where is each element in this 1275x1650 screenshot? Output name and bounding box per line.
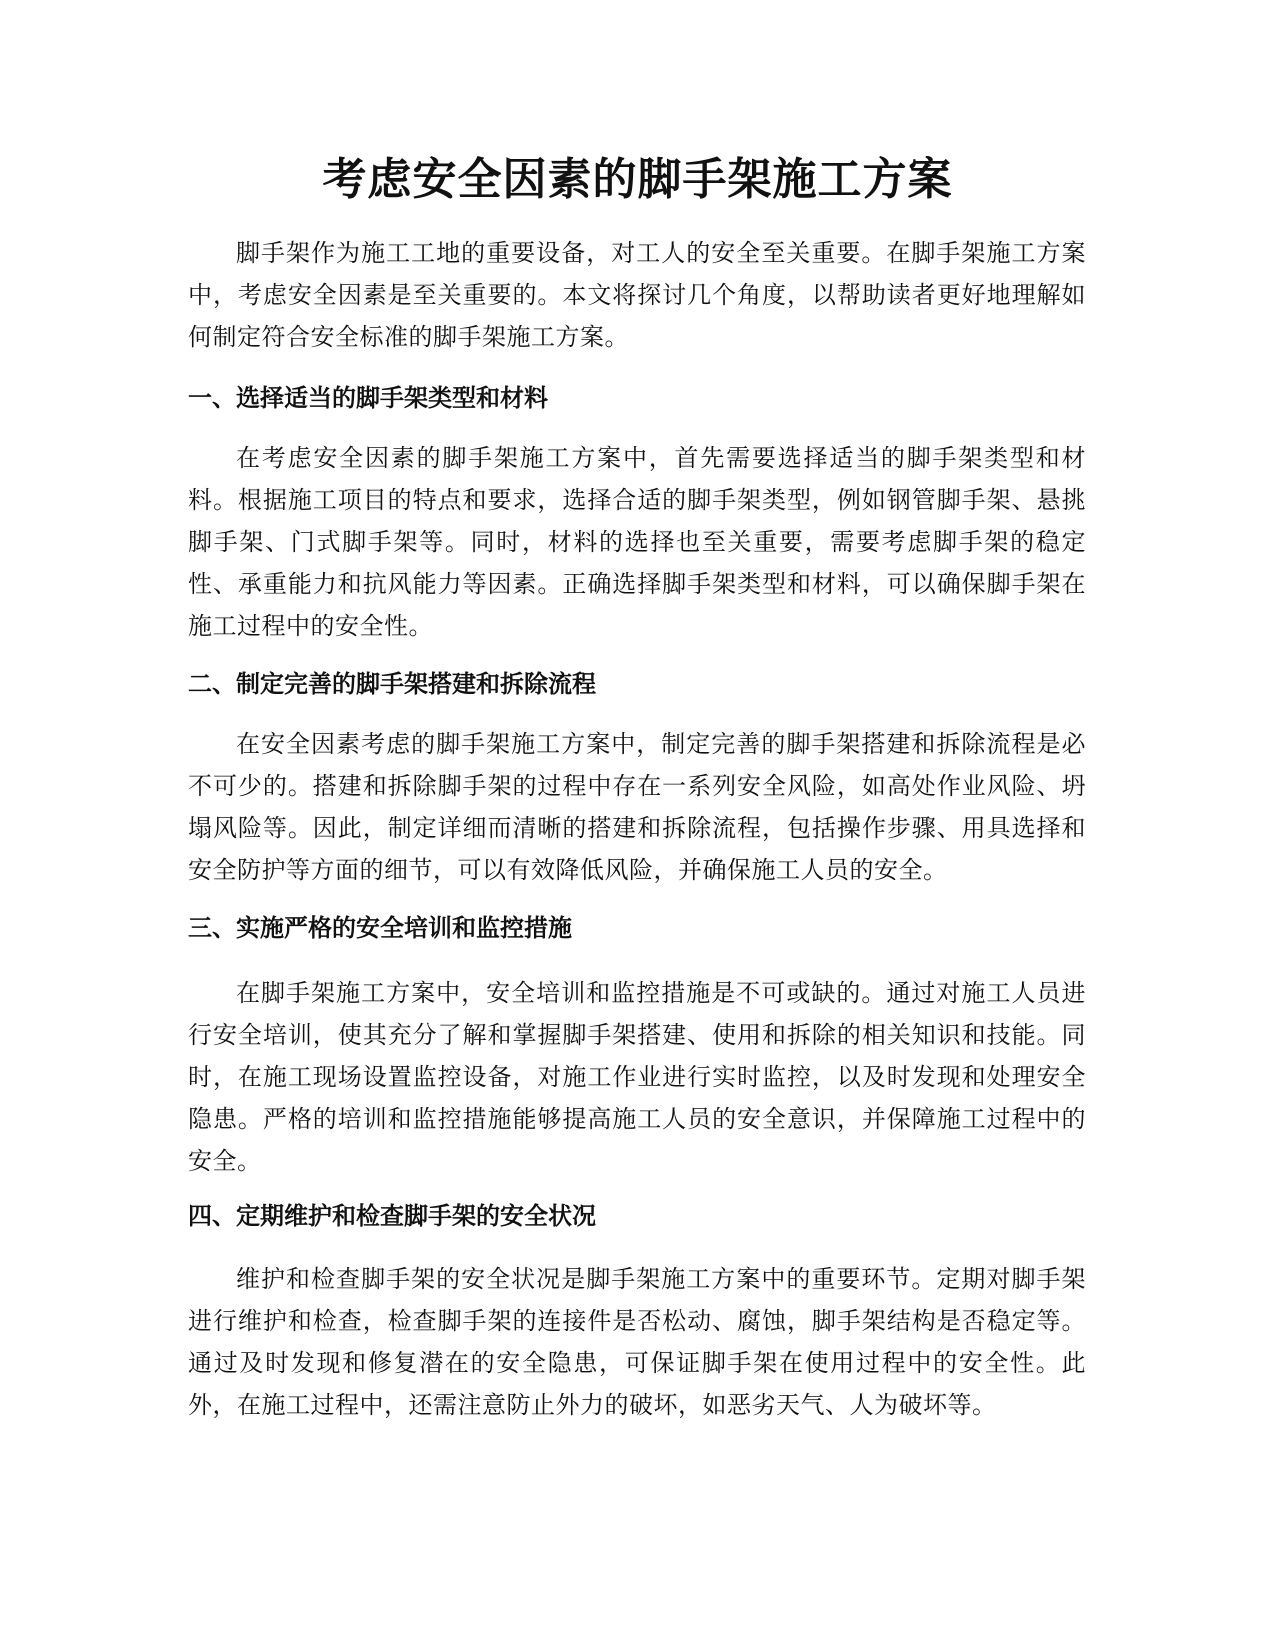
section-2-heading: 二、制定完善的脚手架搭建和拆除流程 [188, 670, 596, 698]
page-title: 考虑安全因素的脚手架施工方案 [322, 154, 953, 205]
intro-paragraph: 脚手架作为施工工地的重要设备，对工人的安全至关重要。在脚手架施工方案中，考虑安全因素是至关重要的。本文将探讨几个角度，以帮助读者更好地理解如何制定符合安全标准的脚手架施工方案。 [188, 239, 1086, 351]
section-4-heading: 四、定期维护和检查脚手架的安全状况 [188, 1202, 596, 1230]
section-4-body: 维护和检查脚手架的安全状况是脚手架施工方案中的重要环节。定期对脚手架进行维护和检查，检查脚手架的连接件是否松动、腐蚀，脚手架结构是否稳定等。通过及时发现和修复潜在的安全隐患，可保证脚手架在使用过程中的安全性。此外，在施工过程中，还需注意防止外力的破坏，如恶劣天气、人为破坏等。 [188, 1265, 1086, 1419]
section-1-body: 在考虑安全因素的脚手架施工方案中，首先需要选择适当的脚手架类型和材料。根据施工项目的特点和要求，选择合适的脚手架类型，例如钢管脚手架、悬挑脚手架、门式脚手架等。同时，材料的选择也至关重要，需要考虑脚手架的稳定性、承重能力和抗风能力等因素。正确选择脚手架类型和材料，可以确保脚手架在施工过程中的安全性。 [188, 444, 1086, 640]
section-2-body: 在安全因素考虑的脚手架施工方案中，制定完善的脚手架搭建和拆除流程是必不可少的。搭建和拆除脚手架的过程中存在一系列安全风险，如高处作业风险、坍塌风险等。因此，制定详细而清晰的搭建和拆除流程，包括操作步骤、用具选择和安全防护等方面的细节，可以有效降低风险，并确保施工人员的安全。 [188, 730, 1086, 884]
section-1-heading: 一、选择适当的脚手架类型和材料 [188, 384, 548, 412]
section-3-body: 在脚手架施工方案中，安全培训和监控措施是不可或缺的。通过对施工人员进行安全培训，使其充分了解和掌握脚手架搭建、使用和拆除的相关知识和技能。同时，在施工现场设置监控设备，对施工作业进行实时监控，以及时发现和处理安全隐患。严格的培训和监控措施能够提高施工人员的安全意识，并保障施工过程中的安全。 [188, 979, 1086, 1175]
section-3-heading: 三、实施严格的安全培训和监控措施 [188, 914, 572, 942]
